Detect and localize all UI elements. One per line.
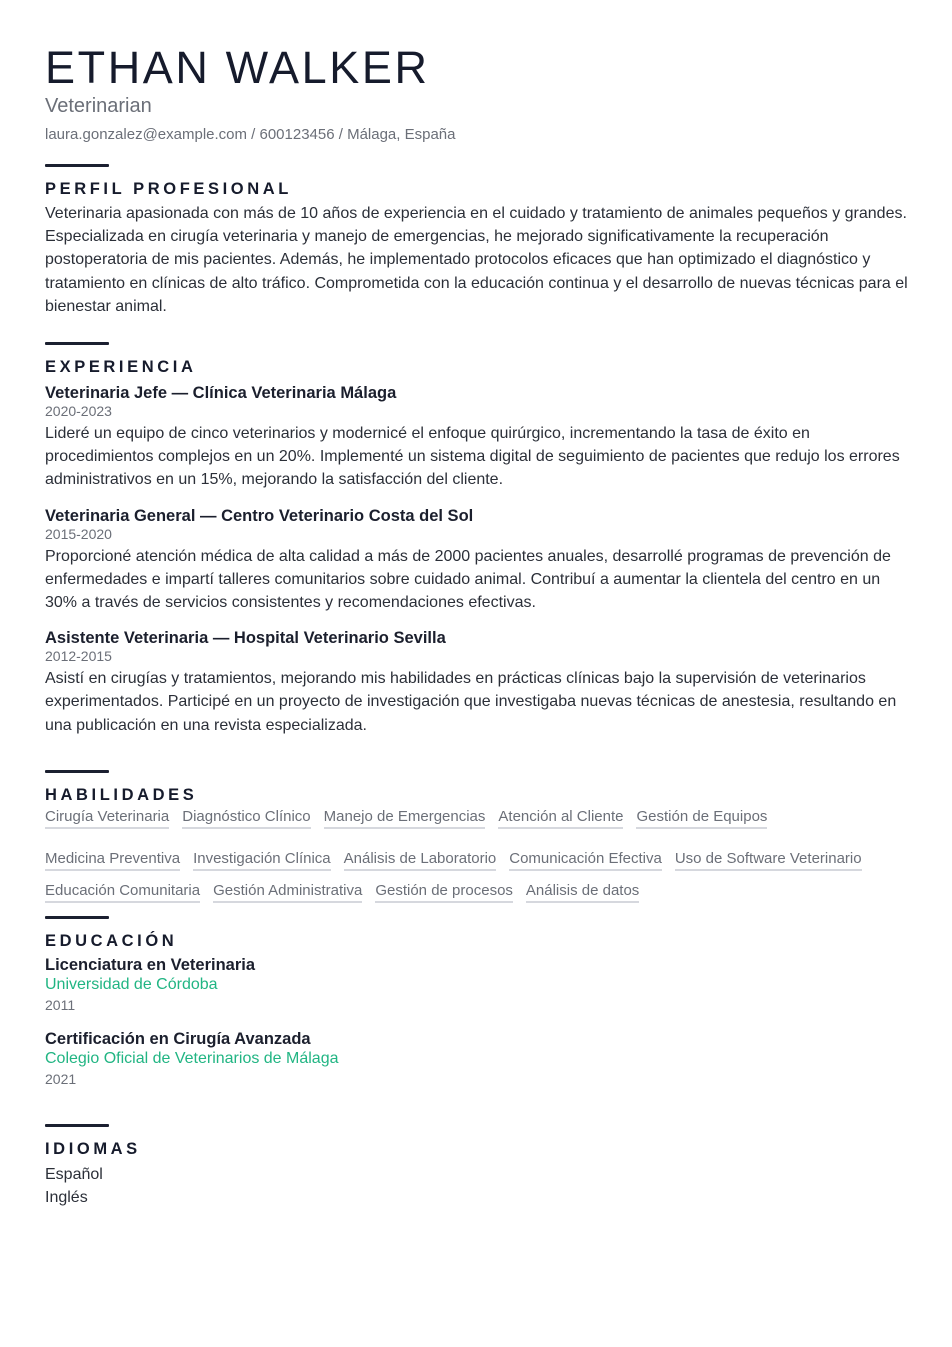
skills-section <box>45 770 910 903</box>
candidate-name: ETHAN WALKER <box>45 42 430 93</box>
job-entry <box>45 383 910 492</box>
education-entry <box>45 1030 910 1089</box>
skill-tag: Gestión de procesos <box>375 881 513 903</box>
section-divider <box>45 342 109 345</box>
section-divider <box>45 770 109 773</box>
graduation-year: 2011 <box>45 997 76 1013</box>
job-entry <box>45 506 910 615</box>
job-title: Asistente Veterinaria — Hospital Veterinario Sevilla <box>45 629 446 648</box>
job-description: Proporcioné atención médica de alta calidad a más de 2000 pacientes anuales, desarrollé programas de prevención de enfermedades e impartí talleres comunitarios sobre cuidado animal. Contribuí a aumentar la clientela del centro en un 30% a través de servicios consistentes y recomendaciones efectivas. <box>45 547 891 612</box>
language-item: Inglés <box>45 1189 88 1206</box>
section-divider <box>45 916 109 919</box>
languages-list <box>45 1163 910 1209</box>
section-heading: EDUCACIÓN <box>45 932 178 950</box>
section-heading: PERFIL PROFESIONAL <box>45 180 292 198</box>
section-divider <box>45 164 109 167</box>
education-entry <box>45 956 910 1015</box>
skill-tag: Cirugía Veterinaria <box>45 807 169 829</box>
job-dates: 2015-2020 <box>45 525 112 542</box>
skill-tag: Medicina Preventiva <box>45 849 180 871</box>
experience-section <box>45 342 910 737</box>
skill-tag: Investigación Clínica <box>193 849 331 871</box>
degree-title: Licenciatura en Veterinaria <box>45 956 256 974</box>
skill-tag: Análisis de Laboratorio <box>344 849 497 871</box>
job-description: Asistí en cirugías y tratamientos, mejorando mis habilidades en prácticas clínicas bajo la supervisión de veterinarios experimentados. Participé en un proyecto de investigación que investigaba nuevas técnicas de anestesia, resultando en una publicación en una revista especializada. <box>45 670 897 734</box>
job-dates: 2020-2023 <box>45 403 112 419</box>
section-heading: HABILIDADES <box>45 786 198 804</box>
candidate-title: Veterinarian <box>45 95 152 117</box>
job-dates: 2012-2015 <box>45 648 112 665</box>
skill-tag: Análisis de datos <box>526 881 639 903</box>
profile-summary: Veterinaria apasionada con más de 10 años de experiencia en el cuidado y tratamiento de animales pequeños y grandes. Especializada en cirugía veterinaria y manejo de emergencias, he mejorado significativamente la recuperación postoperatoria de mis pacientes. Además, he implementado protocolos eficaces que han optimizado el diagnóstico y tratamiento en clínicas de alto tráfico. Comprometida con la educación continua y el desarrollo de nuevas técnicas para el bienestar animal. <box>45 205 908 315</box>
job-entry <box>45 628 910 737</box>
skill-tag: Manejo de Emergencias <box>324 807 486 829</box>
graduation-year: 2021 <box>45 1071 77 1087</box>
job-title: Veterinaria General — Centro Veterinario Costa del Sol <box>45 506 474 525</box>
skill-tag: Diagnóstico Clínico <box>182 807 310 829</box>
skills-list <box>45 807 910 903</box>
profile-section <box>45 164 910 318</box>
languages-section <box>45 1124 910 1209</box>
skill-tag: Gestión Administrativa <box>213 881 362 903</box>
education-section <box>45 916 910 1089</box>
institution-name: Colegio Oficial de Veterinarios de Málaga <box>45 1050 339 1067</box>
skill-tag: Comunicación Efectiva <box>509 849 662 871</box>
skill-tag: Uso de Software Veterinario <box>675 849 862 871</box>
degree-title: Certificación en Cirugía Avanzada <box>45 1030 311 1048</box>
contact-info: laura.gonzalez@example.com / 600123456 / Málaga, España <box>45 126 456 143</box>
skill-tag: Gestión de Equipos <box>636 807 767 829</box>
job-title: Veterinaria Jefe — Clínica Veterinaria Málaga <box>45 384 397 402</box>
section-divider <box>45 1124 109 1127</box>
section-heading: EXPERIENCIA <box>45 358 197 376</box>
skill-tag: Educación Comunitaria <box>45 881 200 903</box>
job-description: Lideré un equipo de cinco veterinarios y modernicé el enfoque quirúrgico, incrementando la tasa de éxito en procedimientos complejos en un 20%. Implementé un sistema digital de seguimiento de pacientes que redujo los errores administrativos en un 15%, mejorando la satisfacción del cliente. <box>45 425 900 489</box>
language-item: Español <box>45 1166 103 1183</box>
section-heading: IDIOMAS <box>45 1140 141 1158</box>
skill-tag: Atención al Cliente <box>498 807 623 829</box>
institution-name: Universidad de Córdoba <box>45 976 218 993</box>
